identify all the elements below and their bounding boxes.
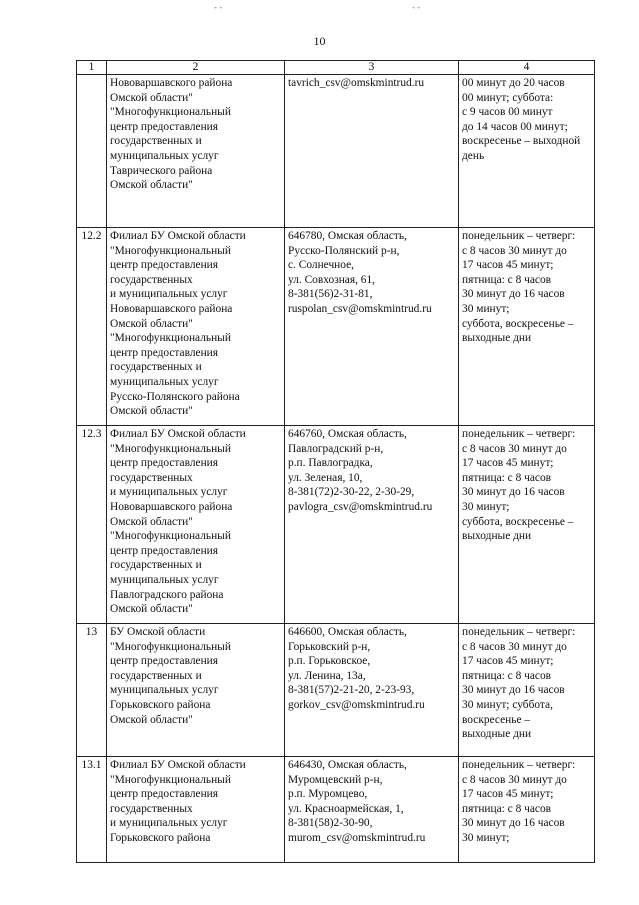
row-contact-cell: [285, 228, 459, 426]
name-line: центр предоставления: [110, 544, 219, 557]
name-line: государственных и: [110, 135, 202, 148]
name-line: Омской области": [110, 317, 193, 330]
name-line: государственных и: [110, 669, 202, 682]
name-line: "Многофункциональный: [110, 773, 231, 786]
name-line: Филиал БУ Омской области: [110, 428, 246, 440]
header-cell-contact: 3: [285, 61, 459, 75]
hours-line: пятница: с 8 часов: [462, 471, 552, 484]
name-line: Омской области": [110, 713, 193, 726]
name-line: государственных и: [110, 559, 202, 572]
name-line: "Многофункциональный: [110, 332, 231, 345]
row-hours-cell: [459, 757, 595, 863]
table-row: [77, 426, 595, 624]
table-row: [77, 624, 595, 757]
name-line: Омской области": [110, 91, 193, 104]
name-line: Омской области": [110, 603, 193, 616]
row-name-cell: [107, 624, 285, 757]
contact-line: 8-381(72)2-30-22, 2-30-29,: [288, 486, 415, 499]
row-number-cell: 12.2: [77, 228, 107, 426]
name-line: центр предоставления: [110, 259, 219, 272]
name-line: "Многофункциональный: [110, 106, 231, 119]
hours-line: выходные дни: [462, 332, 532, 345]
hours-line: с 8 часов 30 минут до: [462, 442, 567, 455]
scan-mark-right: - -: [412, 2, 421, 12]
row-hours-cell: [459, 75, 595, 228]
row-contact-cell: [285, 75, 459, 228]
contact-line: р.п. Муромцево,: [288, 788, 368, 801]
hours-line: с 9 часов 00 минут: [462, 106, 553, 119]
name-line: Павлоградского района: [110, 588, 224, 601]
name-line: муниципальных услуг: [110, 375, 219, 388]
hours-line: 30 минут;: [462, 831, 510, 844]
contact-line: 646430, Омская область,: [288, 759, 407, 771]
contact-line: ул. Совхозная, 61,: [288, 273, 376, 286]
row-name-cell: [107, 228, 285, 426]
hours-line: пятница: с 8 часов: [462, 669, 552, 682]
name-line: "Многофункциональный: [110, 530, 231, 543]
row-contact-cell: [285, 624, 459, 757]
name-line: Горьковского района: [110, 831, 211, 844]
row-number-cell: 13: [77, 624, 107, 757]
hours-line: суббота, воскресенье –: [462, 317, 574, 330]
name-line: центр предоставления: [110, 346, 219, 359]
hours-line: пятница: с 8 часов: [462, 273, 552, 286]
name-line: Нововаршавского района: [110, 77, 233, 89]
hours-line: 00 минут; суббота:: [462, 91, 554, 104]
name-line: государственных и: [110, 361, 202, 374]
name-line: и муниципальных услуг: [110, 288, 228, 301]
row-hours-cell: [459, 228, 595, 426]
contact-line: 646780, Омская область,: [288, 230, 407, 242]
hours-line: 30 минут до 16 часов: [462, 486, 565, 499]
contact-line: Муромцевский р-н,: [288, 773, 383, 786]
name-line: центр предоставления: [110, 788, 219, 801]
contact-line: 8-381(57)2-21-20, 2-23-93,: [288, 684, 415, 697]
hours-line: с 8 часов 30 минут до: [462, 244, 567, 257]
name-line: государственных: [110, 273, 193, 286]
contact-line: 646760, Омская область,: [288, 428, 407, 440]
hours-line: 17 часов 45 минут;: [462, 259, 554, 272]
contact-line: 8-381(56)2-31-81,: [288, 288, 373, 301]
hours-line: воскресенье – выходной: [462, 135, 581, 148]
table-header-row: [77, 61, 595, 75]
contact-line: ул. Красноармейская, 1,: [288, 802, 404, 815]
name-line: государственных: [110, 802, 193, 815]
table-row: [77, 75, 595, 228]
contact-line: р.п. Горьковское,: [288, 655, 371, 668]
name-line: муниципальных услуг: [110, 684, 219, 697]
contact-line: р.п. Павлоградка,: [288, 457, 373, 470]
name-line: и муниципальных услуг: [110, 817, 228, 830]
contact-line: 8-381(58)2-30-90,: [288, 817, 373, 830]
row-hours-cell: [459, 426, 595, 624]
row-number-cell: [77, 75, 107, 228]
name-line: государственных: [110, 471, 193, 484]
name-line: Русско-Полянского района: [110, 390, 240, 403]
contact-line: ул. Ленина, 13а,: [288, 669, 366, 682]
name-line: муниципальных услуг: [110, 149, 219, 162]
row-name-cell: [107, 757, 285, 863]
hours-line: 00 минут до 20 часов: [462, 77, 565, 89]
row-contact-cell: [285, 426, 459, 624]
hours-line: понедельник – четверг:: [462, 428, 576, 440]
scan-mark-left: - -: [214, 2, 223, 12]
hours-line: день: [462, 149, 485, 162]
name-line: Филиал БУ Омской области: [110, 759, 246, 771]
name-line: Горьковского района: [110, 698, 211, 711]
contact-line: Павлоградский р-н,: [288, 442, 384, 455]
hours-line: 30 минут до 16 часов: [462, 684, 565, 697]
table-row: [77, 757, 595, 863]
row-number-cell: 13.1: [77, 757, 107, 863]
hours-line: понедельник – четверг:: [462, 230, 576, 242]
contact-line: 646600, Омская область,: [288, 626, 407, 638]
hours-line: 30 минут до 16 часов: [462, 817, 565, 830]
name-line: БУ Омской области: [110, 626, 206, 638]
name-line: центр предоставления: [110, 120, 219, 133]
name-line: и муниципальных услуг: [110, 486, 228, 499]
name-line: "Многофункциональный: [110, 640, 231, 653]
header-cell-hours: 4: [459, 61, 595, 75]
row-name-cell: [107, 75, 285, 228]
row-contact-cell: [285, 757, 459, 863]
name-line: центр предоставления: [110, 457, 219, 470]
contact-line: tavrich_csv@omskmintrud.ru: [288, 77, 425, 89]
hours-line: 30 минут;: [462, 500, 510, 513]
hours-line: 17 часов 45 минут;: [462, 457, 554, 470]
hours-line: 30 минут до 16 часов: [462, 288, 565, 301]
name-line: Филиал БУ Омской области: [110, 230, 246, 242]
row-hours-cell: [459, 624, 595, 757]
hours-line: выходные дни: [462, 530, 532, 543]
hours-line: с 8 часов 30 минут до: [462, 773, 567, 786]
page-number: 10: [313, 34, 326, 48]
header-cell-number: 1: [77, 61, 107, 75]
hours-line: 30 минут; суббота,: [462, 698, 553, 711]
table-row: [77, 228, 595, 426]
name-line: Омской области": [110, 515, 193, 528]
contact-line: ruspolan_csv@omskmintrud.ru: [288, 302, 432, 315]
hours-line: 17 часов 45 минут;: [462, 788, 554, 801]
hours-line: понедельник – четверг:: [462, 626, 576, 638]
name-line: Таврического района: [110, 164, 213, 177]
hours-line: понедельник – четверг:: [462, 759, 576, 771]
name-line: Нововаршавского района: [110, 500, 233, 513]
contact-line: gorkov_csv@omskmintrud.ru: [288, 698, 425, 711]
hours-line: с 8 часов 30 минут до: [462, 640, 567, 653]
hours-line: воскресенье –: [462, 713, 531, 726]
hours-line: пятница: с 8 часов: [462, 802, 552, 815]
hours-line: до 14 часов 00 минут;: [462, 120, 568, 133]
header-cell-name: 2: [107, 61, 285, 75]
contact-line: ул. Зеленая, 10,: [288, 471, 363, 484]
service-centers-table: [76, 60, 595, 863]
contact-line: с. Солнечное,: [288, 259, 355, 272]
row-number-cell: 12.3: [77, 426, 107, 624]
hours-line: 17 часов 45 минут;: [462, 655, 554, 668]
contact-line: Горьковский р-н,: [288, 640, 371, 653]
contact-line: murom_csv@omskmintrud.ru: [288, 831, 426, 844]
name-line: муниципальных услуг: [110, 573, 219, 586]
hours-line: выходные дни: [462, 728, 532, 741]
hours-line: 30 минут;: [462, 302, 510, 315]
name-line: "Многофункциональный: [110, 442, 231, 455]
hours-line: суббота, воскресенье –: [462, 515, 574, 528]
name-line: "Многофункциональный: [110, 244, 231, 257]
row-name-cell: [107, 426, 285, 624]
name-line: Омской области": [110, 405, 193, 418]
contact-line: Русско-Полянский р-н,: [288, 244, 400, 257]
name-line: Омской области": [110, 179, 193, 192]
name-line: центр предоставления: [110, 655, 219, 668]
name-line: Нововаршавского района: [110, 302, 233, 315]
contact-line: pavlogra_csv@omskmintrud.ru: [288, 500, 433, 513]
